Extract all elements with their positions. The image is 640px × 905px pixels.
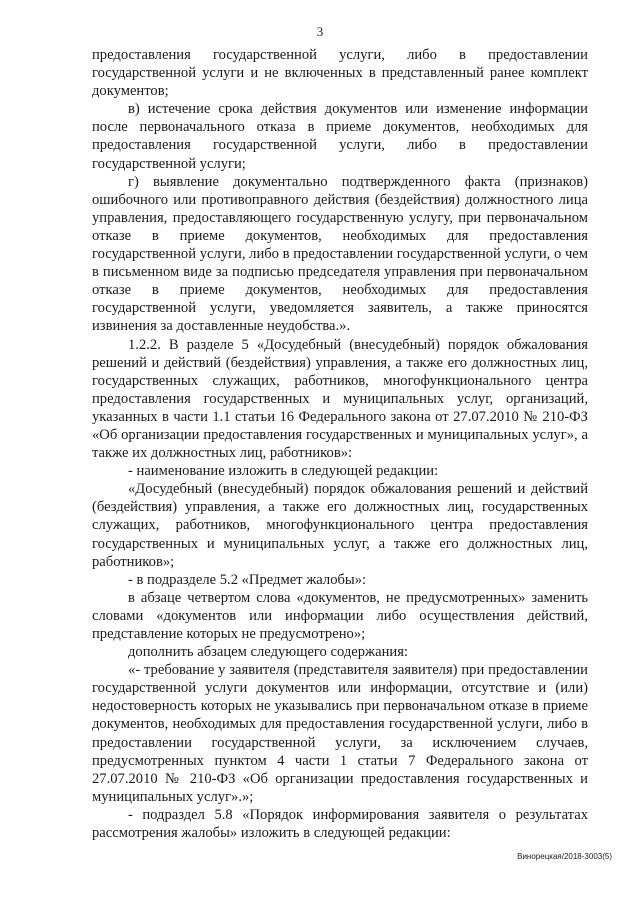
page-number: 3 [316,24,324,39]
paragraph: в) истечение срока действия документов или изменение информации после первоначального отказа в приеме документов, необходимых для предоставления государственной услуги, либо в предоставлении государственной услуги; [92,101,588,172]
document-body [92,46,588,842]
paragraph: - наименование изложить в следующей редакции: [128,463,439,480]
paragraph: 1.2.2. В разделе 5 «Досудебный (внесудебный) порядок обжалования решений и действий (бездействия) управления, а также его должностных лиц, государственных служащих, работников, многофункционального центра предоставления государственных и муниципальных услуг, организаций, указанных в части 1.1 статьи 16 Федерального закона от 27.07.2010 № 210-ФЗ «Об организации предоставления государственных и муниципальных услуг», а также их должностных лиц, работников»: [92,336,588,462]
document-footer-code: Винорецкая/2018-3003(5) [517,852,612,861]
paragraph: - подраздел 5.8 «Порядок информирования заявителя о результатах рассмотрения жалобы» изложить в следующей редакции: [92,806,588,842]
paragraph: «- требование у заявителя (представителя заявителя) при предоставлении государственной услуги документов или информации, отсутствие и (или) недостоверность которых не указывались при первоначальном отказе в приеме документов, необходимых для предоставления государственной услуги, либо в предоставлении государственной услуги, за исключением случаев, предусмотренных пунктом 4 части 1 статьи 7 Федерального закона от 27.07.2010 № 210-ФЗ «Об организации предоставления государственных и муниципальных услуг».»; [92,662,588,805]
paragraph: г) выявление документально подтвержденного факта (признаков) ошибочного или противоправного действия (бездействия) должностного лица управления, предоставляющего государственную услугу, при первоначальном отказе в приеме документов, необходимых для предоставления государственной услуги, либо в предоставлении государственной услуги, о чем в письменном виде за подписью председателя управления при первоначальном отказе в приеме документов, необходимых для предоставления государственной услуги, уведомляется заявитель, а также приносятся извинения за доставленные неудобства.». [92,173,588,335]
paragraph: «Досудебный (внесудебный) порядок обжалования решений и действий (бездействия) управления, а также его должностных лиц, государственных служащих, работников, многофункционального центра предоставления государственных и муниципальных услуг, а также его должностных лиц, работников»; [92,481,588,570]
paragraph: дополнить абзацем следующего содержания: [128,644,408,661]
paragraph: в абзаце четвертом слова «документов, не предусмотренных» заменить словами «документов или информации либо осуществления действий, представление которых не предусмотрено»; [92,589,588,642]
paragraph: предоставления государственной услуги, либо в предоставлении государственной услуги и не включенных в представленный ранее комплект документов; [92,47,588,100]
paragraph: - в подразделе 5.2 «Предмет жалобы»: [128,571,367,588]
